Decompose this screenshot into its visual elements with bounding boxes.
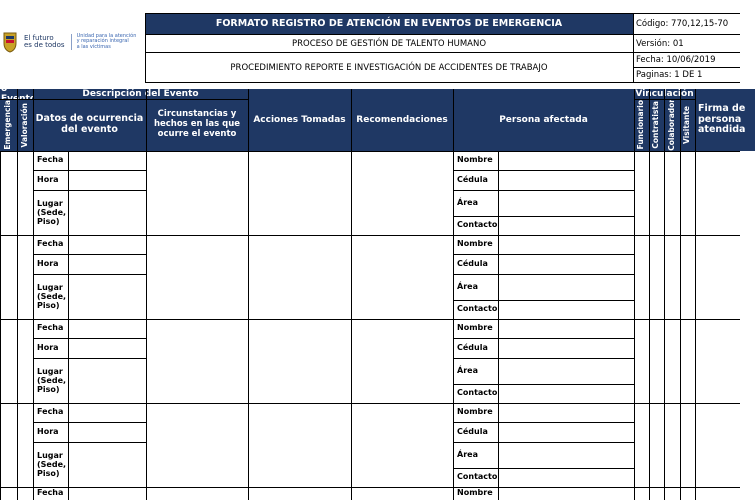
form-title: FORMATO REGISTRO DE ATENCIÓN EN EVENTOS DE EMERGENCIA — [145, 13, 633, 34]
col-circumstances: Circunstancias y hechos en las que ocurre el evento — [146, 99, 248, 151]
group-description: Descripción del Evento — [33, 89, 248, 99]
label-id: Cédula — [457, 174, 488, 184]
col-actions: Acciones Tomadas — [248, 89, 351, 151]
label-area: Área — [457, 449, 478, 459]
col-collaborator: Colaborador — [664, 99, 680, 151]
label-date: Fecha — [37, 323, 64, 333]
doc-version: Versión: 01 — [636, 38, 684, 49]
label-time: Hora — [37, 426, 59, 436]
label-date: Fecha — [37, 407, 64, 417]
col-official: Funcionario — [634, 99, 649, 151]
group-event-type: o — [0, 89, 33, 99]
label-name: Nombre — [457, 487, 493, 497]
col-recommendations: Recomendaciones — [351, 89, 453, 151]
label-time: Hora — [37, 342, 59, 352]
doc-pages: Paginas: 1 DE 1 — [636, 70, 703, 80]
label-place: Lugar (Sede, Piso) — [37, 199, 67, 226]
col-signature: Firma de persona atendida — [695, 89, 755, 151]
label-place: Lugar (Sede, Piso) — [37, 451, 67, 478]
process-name: PROCESO DE GESTIÓN DE TALENTO HUMANO — [291, 38, 487, 49]
col-occurrence: Datos de ocurrencia del evento — [33, 99, 146, 151]
logo-slogan: El futuro es de todos — [24, 33, 65, 49]
col-emergency: Emergencia — [0, 99, 17, 151]
label-time: Hora — [37, 258, 59, 268]
col-person: Persona afectada — [453, 89, 634, 151]
label-place: Lugar (Sede, Piso) — [37, 367, 67, 394]
doc-date: Fecha: 10/06/2019 — [636, 55, 716, 65]
label-contact: Contacto — [457, 220, 498, 230]
label-name: Nombre — [457, 323, 493, 333]
label-contact: Contacto — [457, 304, 498, 314]
group-linkage: Vinculación — [635, 89, 694, 99]
label-area: Área — [457, 281, 478, 291]
label-area: Área — [457, 197, 478, 207]
label-name: Nombre — [457, 239, 493, 249]
label-contact: Contacto — [457, 472, 498, 482]
label-name: Nombre — [457, 407, 493, 417]
label-date: Fecha — [37, 239, 64, 249]
label-contact: Contacto — [457, 388, 498, 398]
label-area: Área — [457, 365, 478, 375]
label-time: Hora — [37, 174, 59, 184]
col-visitor: Visitante — [680, 99, 695, 151]
label-name: Nombre — [457, 155, 493, 165]
label-id: Cédula — [457, 426, 488, 436]
logo-unit: Unidad para la atención y reparación integral a las víctimas — [71, 34, 137, 50]
col-valuation: Valoración — [17, 99, 33, 151]
doc-code: Código: 770,12,15-70 — [636, 18, 729, 29]
procedure-name: PROCEDIMIENTO REPORTE E INVESTIGACIÓN DE ACCIDENTES DE TRABAJO — [230, 62, 548, 73]
label-date: Fecha — [37, 155, 64, 165]
label-date: Fecha — [37, 487, 64, 497]
col-contractor: Contratista — [649, 99, 664, 151]
label-id: Cédula — [457, 258, 488, 268]
label-id: Cédula — [457, 342, 488, 352]
label-place: Lugar (Sede, Piso) — [37, 283, 67, 310]
